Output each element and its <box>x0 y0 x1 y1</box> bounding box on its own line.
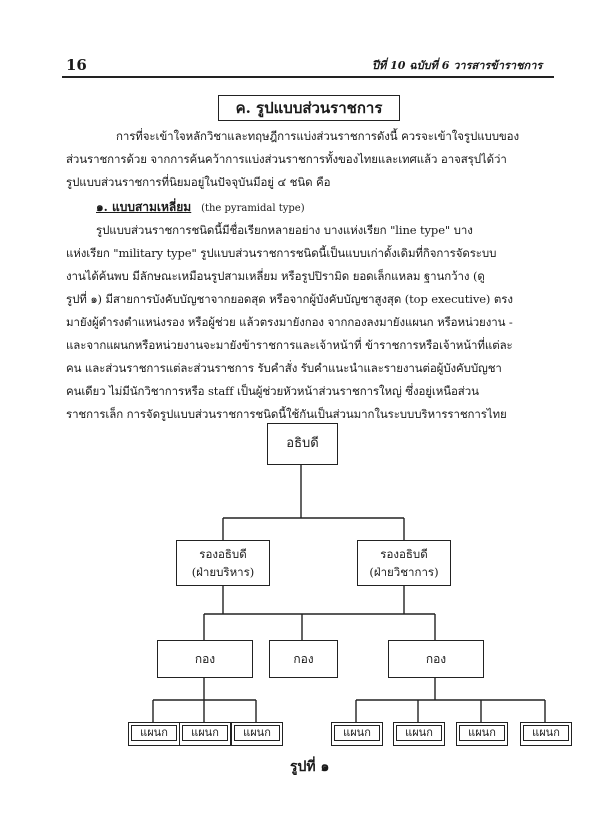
figure-caption: รูปที่ ๑ <box>290 759 330 775</box>
org-box-division-1: กอง <box>157 640 253 678</box>
body-line-6: และจากแผนกหรือหน่วยงานจะมายังข้าราชการและเจ้าหน้าที่ ข้าราชการหรือเจ้าหน้าที่แต่ละ <box>66 338 513 352</box>
unit-label: แผนก <box>523 725 569 741</box>
unit-label: แผนก <box>234 725 280 741</box>
org-box-deputy-admin <box>176 540 270 586</box>
org-box-division-2: กอง <box>269 640 338 678</box>
org-box-unit-right-1 <box>331 722 383 746</box>
section-title: ค. รูปแบบส่วนราชการ <box>218 95 400 121</box>
org-box-division-3: กอง <box>388 640 484 678</box>
body-line-4: รูปที่ ๑) มีสายการบังคับบัญชาจากยอดสุด หรือจากผู้บังคับบัญชาสูงสุด (top executive) ตรง <box>66 292 513 306</box>
unit-label: แผนก <box>131 725 177 741</box>
org-box-unit-left-1 <box>128 722 180 746</box>
deputy-admin-title: รองอธิบดี <box>199 547 247 561</box>
org-box-unit-right-3 <box>456 722 508 746</box>
body-line-8: คนเดียว ไม่มีนักวิชาการหรือ staff เป็นผู้ช่วยหัวหน้าส่วนราชการใหญ่ ซึ่งอยู่เหนือส่วน <box>66 384 479 398</box>
org-box-unit-right-2 <box>393 722 445 746</box>
org-box-deputy-technical <box>357 540 451 586</box>
subheading-english: (the pyramidal type) <box>201 203 305 214</box>
intro-line-2: ส่วนราชการด้วย จากการค้นคว้าการแบ่งส่วนราชการทั้งของไทยและเทศแล้ว อาจสรุปได้ว่า <box>66 152 507 166</box>
header-rule <box>62 76 554 78</box>
body-line-3: งานได้ค้นพบ มีลักษณะเหมือนรูปสามเหลี่ยม หรือรูปปิรามิด ยอดเล็กแหลม ฐานกว้าง (ดู <box>66 269 485 283</box>
org-box-unit-left-2 <box>179 722 231 746</box>
org-box-unit-right-4 <box>520 722 572 746</box>
org-box-unit-left-3 <box>231 722 283 746</box>
body-line-9: ราชการเล็ก การจัดรูปแบบส่วนราชการชนิดนี้ใช้กันเป็นส่วนมากในระบบบริหารราชการไทย <box>66 407 507 421</box>
org-box-director-general: อธิบดี <box>267 423 338 465</box>
intro-line-1: การที่จะเข้าใจหลักวิชาและทฤษฎีการแบ่งส่วนราชการดังนี้ ควรจะเข้าใจรูปแบบของ <box>116 129 520 143</box>
deputy-admin-role: (ฝ่ายบริหาร) <box>191 565 255 579</box>
body-line-2: แห่งเรียก "military type" รูปแบบส่วนราชการชนิดนี้เป็นแบบเก่าดั้งเดิมที่กิจการจัดระบบ <box>66 246 497 260</box>
intro-line-3: รูปแบบส่วนราชการที่นิยมอยู่ในปัจจุบันมีอยู่ ๔ ชนิด คือ <box>66 175 331 189</box>
unit-label: แผนก <box>334 725 380 741</box>
unit-label: แผนก <box>459 725 505 741</box>
running-head: ปีที่ 10 ฉบับที่ 6 วารสารข้าราชการ <box>372 59 543 72</box>
body-line-5: มายังผู้ดำรงตำแหน่งรอง หรือผู้ช่วย แล้วตรงมายังกอง จากกองลงมายังแผนก หรือหน่วยงาน - <box>66 315 513 329</box>
unit-label: แผนก <box>396 725 442 741</box>
unit-label: แผนก <box>182 725 228 741</box>
page-number: 16 <box>66 56 87 74</box>
subheading-thai: ๑. แบบสามเหลี่ยม <box>96 200 192 214</box>
deputy-technical-title: รองอธิบดี <box>380 547 428 561</box>
body-line-7: คน และส่วนราชการแต่ละส่วนราชการ รับคำสั่ง รับคำแนะนำและรายงานต่อผู้บังคับบัญชา <box>66 361 502 375</box>
deputy-technical-role: (ฝ่ายวิชาการ) <box>369 565 439 579</box>
subheading <box>96 198 305 217</box>
body-line-1: รูปแบบส่วนราชการชนิดนี้มีชื่อเรียกหลายอย่าง บางแห่งเรียก "line type" บาง <box>96 223 473 237</box>
